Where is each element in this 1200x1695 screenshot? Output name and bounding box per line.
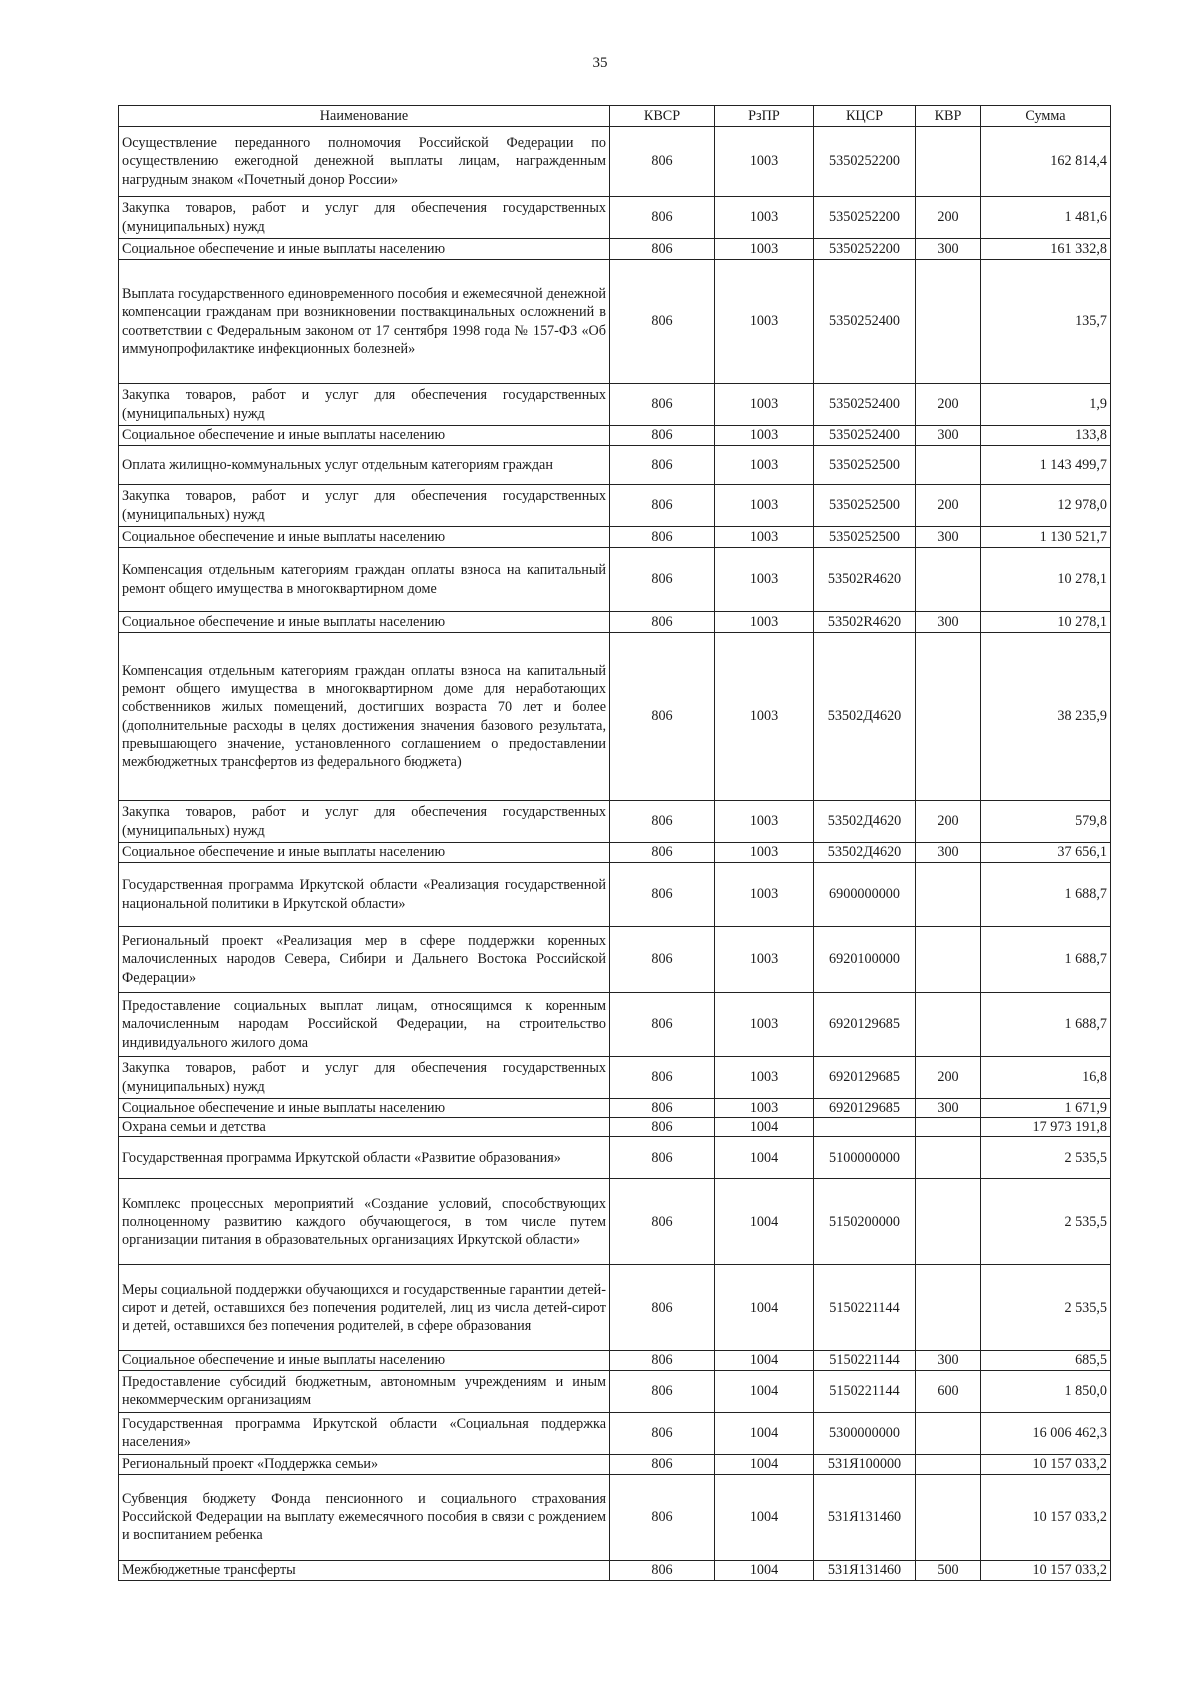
cell-name: Социальное обеспечение и иные выплаты населению bbox=[119, 239, 610, 260]
cell-name: Социальное обеспечение и иные выплаты населению bbox=[119, 612, 610, 633]
cell-kvr: 300 bbox=[916, 527, 981, 548]
cell-kvr: 300 bbox=[916, 1099, 981, 1118]
table-row bbox=[119, 1351, 1111, 1370]
cell-kvsr: 806 bbox=[610, 801, 715, 843]
cell-kcsr: 53502Д4620 bbox=[814, 801, 916, 843]
cell-kcsr: 5350252200 bbox=[814, 127, 916, 197]
cell-rzpr: 1003 bbox=[715, 446, 814, 485]
cell-kvr: 200 bbox=[916, 801, 981, 843]
cell-rzpr: 1003 bbox=[715, 1057, 814, 1099]
cell-kcsr: 5150221144 bbox=[814, 1265, 916, 1351]
cell-sum: 162 814,4 bbox=[981, 127, 1111, 197]
cell-sum: 10 278,1 bbox=[981, 548, 1111, 612]
cell-sum: 10 157 033,2 bbox=[981, 1474, 1111, 1560]
cell-rzpr: 1003 bbox=[715, 384, 814, 426]
cell-sum: 1 688,7 bbox=[981, 993, 1111, 1057]
cell-name: Компенсация отдельным категориям граждан оплаты взноса на капитальный ремонт общего имущества в многоквартирном доме для неработающих собственников жилых помещений, достигших возраста 70 лет и более (дополнительные расходы в целях достижения значения базового результата, превышающего значение, установленного соглашением о предоставлении межбюджетных трансфертов из федерального бюджета) bbox=[119, 633, 610, 801]
cell-kcsr: 53502Д4620 bbox=[814, 633, 916, 801]
table-row bbox=[119, 843, 1111, 863]
cell-name: Государственная программа Иркутской области «Социальная поддержка населения» bbox=[119, 1412, 610, 1454]
table-row bbox=[119, 1412, 1111, 1454]
table-row bbox=[119, 1099, 1111, 1118]
table-row bbox=[119, 197, 1111, 239]
cell-kcsr: 5100000000 bbox=[814, 1137, 916, 1179]
cell-kvr bbox=[916, 1412, 981, 1454]
cell-rzpr: 1004 bbox=[715, 1351, 814, 1370]
cell-rzpr: 1003 bbox=[715, 612, 814, 633]
header-kvsr: КВСР bbox=[610, 106, 715, 127]
cell-sum: 1 850,0 bbox=[981, 1370, 1111, 1412]
cell-kvr: 200 bbox=[916, 384, 981, 426]
cell-kvr: 300 bbox=[916, 239, 981, 260]
table-row bbox=[119, 993, 1111, 1057]
cell-rzpr: 1003 bbox=[715, 993, 814, 1057]
cell-name: Государственная программа Иркутской области «Реализация государственной национальной политики в Иркутской области» bbox=[119, 863, 610, 927]
cell-kcsr bbox=[814, 1118, 916, 1137]
cell-rzpr: 1004 bbox=[715, 1560, 814, 1580]
cell-sum: 2 535,5 bbox=[981, 1137, 1111, 1179]
cell-kvr: 200 bbox=[916, 197, 981, 239]
cell-name: Охрана семьи и детства bbox=[119, 1118, 610, 1137]
table-row bbox=[119, 927, 1111, 993]
cell-kvsr: 806 bbox=[610, 863, 715, 927]
cell-kvsr: 806 bbox=[610, 527, 715, 548]
cell-name: Закупка товаров, работ и услуг для обеспечения государственных (муниципальных) нужд bbox=[119, 197, 610, 239]
cell-kvr bbox=[916, 993, 981, 1057]
cell-rzpr: 1004 bbox=[715, 1474, 814, 1560]
cell-rzpr: 1003 bbox=[715, 527, 814, 548]
table-row bbox=[119, 801, 1111, 843]
cell-kvr bbox=[916, 1454, 981, 1474]
table-header-row bbox=[119, 106, 1111, 127]
cell-kvsr: 806 bbox=[610, 197, 715, 239]
cell-name: Субвенция бюджету Фонда пенсионного и социального страхования Российской Федерации на выплату ежемесячного пособия в связи с рождением и воспитанием ребенка bbox=[119, 1474, 610, 1560]
cell-kcsr: 6920129685 bbox=[814, 993, 916, 1057]
cell-name: Региональный проект «Поддержка семьи» bbox=[119, 1454, 610, 1474]
cell-sum: 38 235,9 bbox=[981, 633, 1111, 801]
cell-rzpr: 1003 bbox=[715, 239, 814, 260]
cell-sum: 685,5 bbox=[981, 1351, 1111, 1370]
cell-kcsr: 531Я100000 bbox=[814, 1454, 916, 1474]
cell-rzpr: 1004 bbox=[715, 1118, 814, 1137]
header-sum: Сумма bbox=[981, 106, 1111, 127]
cell-kvr bbox=[916, 927, 981, 993]
cell-kvsr: 806 bbox=[610, 1118, 715, 1137]
table-row bbox=[119, 239, 1111, 260]
cell-kcsr: 5350252400 bbox=[814, 426, 916, 446]
cell-sum: 37 656,1 bbox=[981, 843, 1111, 863]
cell-sum: 10 157 033,2 bbox=[981, 1560, 1111, 1580]
cell-sum: 1 671,9 bbox=[981, 1099, 1111, 1118]
cell-kvr: 300 bbox=[916, 1351, 981, 1370]
cell-kvsr: 806 bbox=[610, 1265, 715, 1351]
cell-kvr bbox=[916, 633, 981, 801]
cell-kvsr: 806 bbox=[610, 1137, 715, 1179]
cell-kvsr: 806 bbox=[610, 993, 715, 1057]
table-row bbox=[119, 612, 1111, 633]
cell-kcsr: 5350252500 bbox=[814, 527, 916, 548]
cell-kvr: 500 bbox=[916, 1560, 981, 1580]
table-row bbox=[119, 527, 1111, 548]
cell-kvsr: 806 bbox=[610, 446, 715, 485]
cell-kvr bbox=[916, 260, 981, 384]
cell-name: Компенсация отдельным категориям граждан оплаты взноса на капитальный ремонт общего имущества в многоквартирном доме bbox=[119, 548, 610, 612]
cell-kvr: 200 bbox=[916, 1057, 981, 1099]
cell-kvr bbox=[916, 1265, 981, 1351]
cell-kvsr: 806 bbox=[610, 927, 715, 993]
table-row bbox=[119, 384, 1111, 426]
cell-kvr bbox=[916, 1179, 981, 1265]
cell-kvr: 200 bbox=[916, 485, 981, 527]
cell-rzpr: 1003 bbox=[715, 426, 814, 446]
cell-kvr: 300 bbox=[916, 426, 981, 446]
cell-rzpr: 1003 bbox=[715, 1099, 814, 1118]
table-row bbox=[119, 1265, 1111, 1351]
table-row bbox=[119, 1454, 1111, 1474]
cell-kvsr: 806 bbox=[610, 1370, 715, 1412]
cell-kcsr: 5350252200 bbox=[814, 197, 916, 239]
cell-rzpr: 1003 bbox=[715, 633, 814, 801]
cell-kcsr: 5300000000 bbox=[814, 1412, 916, 1454]
cell-kvsr: 806 bbox=[610, 612, 715, 633]
cell-name: Закупка товаров, работ и услуг для обеспечения государственных (муниципальных) нужд bbox=[119, 485, 610, 527]
cell-sum: 133,8 bbox=[981, 426, 1111, 446]
header-kvr: КВР bbox=[916, 106, 981, 127]
cell-kcsr: 531Я131460 bbox=[814, 1560, 916, 1580]
cell-name: Комплекс процессных мероприятий «Создание условий, способствующих полноценному развитию каждого обучающегося, в том числе путем организации питания в образовательных организациях Иркутской области» bbox=[119, 1179, 610, 1265]
cell-kvsr: 806 bbox=[610, 426, 715, 446]
cell-kvsr: 806 bbox=[610, 1454, 715, 1474]
cell-kcsr: 6920100000 bbox=[814, 927, 916, 993]
cell-kvsr: 806 bbox=[610, 843, 715, 863]
cell-kcsr: 5350252400 bbox=[814, 260, 916, 384]
cell-kcsr: 6920129685 bbox=[814, 1099, 916, 1118]
cell-rzpr: 1004 bbox=[715, 1370, 814, 1412]
cell-kvsr: 806 bbox=[610, 239, 715, 260]
table-row bbox=[119, 1057, 1111, 1099]
cell-name: Межбюджетные трансферты bbox=[119, 1560, 610, 1580]
cell-rzpr: 1003 bbox=[715, 197, 814, 239]
cell-kcsr: 53502Д4620 bbox=[814, 843, 916, 863]
cell-sum: 1 688,7 bbox=[981, 863, 1111, 927]
cell-kcsr: 5350252200 bbox=[814, 239, 916, 260]
cell-kvr bbox=[916, 548, 981, 612]
table-row bbox=[119, 1118, 1111, 1137]
header-rzpr: РзПР bbox=[715, 106, 814, 127]
table-row bbox=[119, 633, 1111, 801]
cell-kvsr: 806 bbox=[610, 127, 715, 197]
cell-rzpr: 1003 bbox=[715, 548, 814, 612]
cell-kcsr: 5350252400 bbox=[814, 384, 916, 426]
cell-rzpr: 1004 bbox=[715, 1412, 814, 1454]
cell-rzpr: 1003 bbox=[715, 843, 814, 863]
cell-kvr: 600 bbox=[916, 1370, 981, 1412]
budget-table bbox=[118, 105, 1111, 1581]
cell-rzpr: 1004 bbox=[715, 1179, 814, 1265]
cell-kvr bbox=[916, 1137, 981, 1179]
cell-name: Государственная программа Иркутской области «Развитие образования» bbox=[119, 1137, 610, 1179]
cell-rzpr: 1004 bbox=[715, 1454, 814, 1474]
cell-sum: 10 157 033,2 bbox=[981, 1454, 1111, 1474]
cell-sum: 1 688,7 bbox=[981, 927, 1111, 993]
cell-rzpr: 1004 bbox=[715, 1265, 814, 1351]
cell-kvsr: 806 bbox=[610, 1179, 715, 1265]
cell-kvsr: 806 bbox=[610, 1560, 715, 1580]
cell-kvsr: 806 bbox=[610, 384, 715, 426]
cell-kvr bbox=[916, 1118, 981, 1137]
cell-name: Закупка товаров, работ и услуг для обеспечения государственных (муниципальных) нужд bbox=[119, 384, 610, 426]
cell-kvsr: 806 bbox=[610, 260, 715, 384]
cell-sum: 2 535,5 bbox=[981, 1265, 1111, 1351]
cell-kvsr: 806 bbox=[610, 548, 715, 612]
cell-sum: 10 278,1 bbox=[981, 612, 1111, 633]
cell-kvsr: 806 bbox=[610, 1351, 715, 1370]
cell-sum: 17 973 191,8 bbox=[981, 1118, 1111, 1137]
cell-kvsr: 806 bbox=[610, 633, 715, 801]
cell-rzpr: 1003 bbox=[715, 260, 814, 384]
table-row bbox=[119, 127, 1111, 197]
table-body bbox=[119, 127, 1111, 1581]
table-row bbox=[119, 260, 1111, 384]
cell-name: Социальное обеспечение и иные выплаты населению bbox=[119, 527, 610, 548]
cell-name: Закупка товаров, работ и услуг для обеспечения государственных (муниципальных) нужд bbox=[119, 1057, 610, 1099]
table-row bbox=[119, 1179, 1111, 1265]
cell-kvr bbox=[916, 1474, 981, 1560]
cell-kcsr: 6920129685 bbox=[814, 1057, 916, 1099]
cell-name: Региональный проект «Реализация мер в сфере поддержки коренных малочисленных народов Севера, Сибири и Дальнего Востока Российской Федерации» bbox=[119, 927, 610, 993]
table-row bbox=[119, 426, 1111, 446]
page-number: 35 bbox=[592, 55, 608, 71]
cell-kvsr: 806 bbox=[610, 1099, 715, 1118]
cell-kvsr: 806 bbox=[610, 1474, 715, 1560]
cell-kvsr: 806 bbox=[610, 485, 715, 527]
table-row bbox=[119, 1370, 1111, 1412]
cell-name: Предоставление субсидий бюджетным, автономным учреждениям и иным некоммерческим организациям bbox=[119, 1370, 610, 1412]
table-row bbox=[119, 863, 1111, 927]
cell-name: Оплата жилищно-коммунальных услуг отдельным категориям граждан bbox=[119, 446, 610, 485]
cell-name: Предоставление социальных выплат лицам, относящимся к коренным малочисленным народам Российской Федерации, на строительство индивидуального жилого дома bbox=[119, 993, 610, 1057]
table-row bbox=[119, 485, 1111, 527]
cell-name: Социальное обеспечение и иные выплаты населению bbox=[119, 426, 610, 446]
cell-kvr bbox=[916, 863, 981, 927]
cell-rzpr: 1003 bbox=[715, 127, 814, 197]
cell-sum: 16,8 bbox=[981, 1057, 1111, 1099]
cell-sum: 2 535,5 bbox=[981, 1179, 1111, 1265]
cell-sum: 135,7 bbox=[981, 260, 1111, 384]
cell-name: Социальное обеспечение и иные выплаты населению bbox=[119, 1351, 610, 1370]
table-row bbox=[119, 548, 1111, 612]
cell-kvr: 300 bbox=[916, 843, 981, 863]
cell-kcsr: 5350252500 bbox=[814, 485, 916, 527]
cell-rzpr: 1003 bbox=[715, 927, 814, 993]
cell-kcsr: 5150200000 bbox=[814, 1179, 916, 1265]
cell-kvsr: 806 bbox=[610, 1412, 715, 1454]
cell-sum: 16 006 462,3 bbox=[981, 1412, 1111, 1454]
cell-name: Меры социальной поддержки обучающихся и государственные гарантии детей-сирот и детей, оставшихся без попечения родителей, лиц из числа детей-сирот и детей, оставшихся без попечения родителей, в сфере образования bbox=[119, 1265, 610, 1351]
header-kcsr: КЦСР bbox=[814, 106, 916, 127]
cell-sum: 161 332,8 bbox=[981, 239, 1111, 260]
cell-sum: 12 978,0 bbox=[981, 485, 1111, 527]
header-name: Наименование bbox=[119, 106, 610, 127]
cell-sum: 1 481,6 bbox=[981, 197, 1111, 239]
cell-name: Осуществление переданного полномочия Российской Федерации по осуществлению ежегодной денежной выплаты лицам, награжденным нагрудным знаком «Почетный донор России» bbox=[119, 127, 610, 197]
table-row bbox=[119, 1137, 1111, 1179]
cell-rzpr: 1003 bbox=[715, 863, 814, 927]
table-row bbox=[119, 446, 1111, 485]
table-row bbox=[119, 1560, 1111, 1580]
cell-name: Социальное обеспечение и иные выплаты населению bbox=[119, 843, 610, 863]
cell-name: Закупка товаров, работ и услуг для обеспечения государственных (муниципальных) нужд bbox=[119, 801, 610, 843]
cell-rzpr: 1004 bbox=[715, 1137, 814, 1179]
cell-sum: 579,8 bbox=[981, 801, 1111, 843]
cell-kcsr: 53502R4620 bbox=[814, 612, 916, 633]
cell-rzpr: 1003 bbox=[715, 485, 814, 527]
cell-kcsr: 5350252500 bbox=[814, 446, 916, 485]
table-row bbox=[119, 1474, 1111, 1560]
cell-kvr bbox=[916, 127, 981, 197]
cell-kcsr: 53502R4620 bbox=[814, 548, 916, 612]
cell-kvr bbox=[916, 446, 981, 485]
cell-kcsr: 5150221144 bbox=[814, 1370, 916, 1412]
cell-sum: 1 143 499,7 bbox=[981, 446, 1111, 485]
cell-kcsr: 5150221144 bbox=[814, 1351, 916, 1370]
cell-kcsr: 6900000000 bbox=[814, 863, 916, 927]
cell-kcsr: 531Я131460 bbox=[814, 1474, 916, 1560]
cell-rzpr: 1003 bbox=[715, 801, 814, 843]
cell-name: Выплата государственного единовременного пособия и ежемесячной денежной компенсации гражданам при возникновении поствакцинальных осложнений в соответствии с Федеральным законом от 17 сентября 1998 года № 157-ФЗ «Об иммунопрофилактике инфекционных болезней» bbox=[119, 260, 610, 384]
cell-kvsr: 806 bbox=[610, 1057, 715, 1099]
cell-name: Социальное обеспечение и иные выплаты населению bbox=[119, 1099, 610, 1118]
cell-sum: 1,9 bbox=[981, 384, 1111, 426]
cell-kvr: 300 bbox=[916, 612, 981, 633]
cell-sum: 1 130 521,7 bbox=[981, 527, 1111, 548]
